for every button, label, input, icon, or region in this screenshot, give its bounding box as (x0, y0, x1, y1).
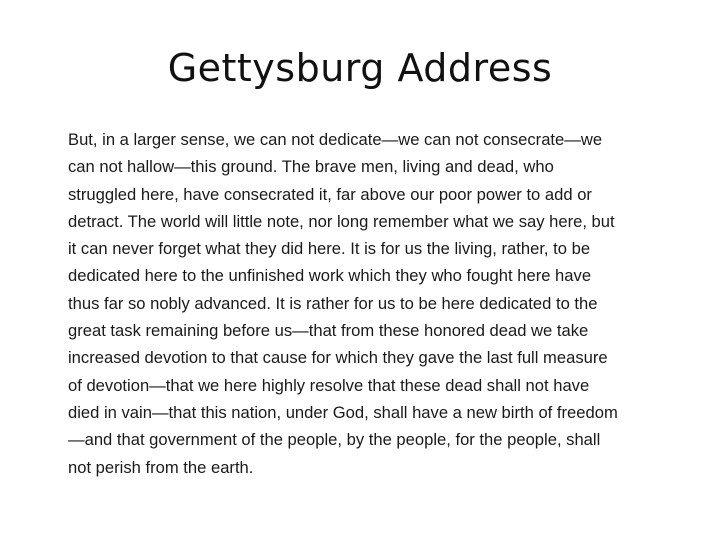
paragraph-line: —and that government of the people, by the people, for the people, shall (68, 430, 601, 450)
paragraph-line: not perish from the earth. (68, 457, 254, 477)
paragraph-line: detract. The world will little note, nor long remember what we say here, but (68, 211, 615, 231)
paragraph-line: thus far so nobly advanced. It is rather for us to be here dedicated to the (68, 293, 598, 313)
paragraph-line: great task remaining before us—that from these honored dead we take (68, 321, 589, 341)
paragraph-line: it can never forget what they did here. It is for us the living, rather, to be (68, 239, 591, 259)
paragraph-line: can not hallow—this ground. The brave men, living and dead, who (68, 157, 554, 177)
paragraph-line: died in vain—that this nation, under God, shall have a new birth of freedom (68, 402, 618, 422)
slide-title: Gettysburg Address (167, 46, 553, 90)
paragraph-line: But, in a larger sense, we can not dedicate—we can not consecrate—we (68, 130, 603, 149)
paragraph-line: increased devotion to that cause for which they gave the last full measure (68, 348, 608, 368)
speech-paragraph (68, 126, 658, 481)
paragraph-line: of devotion—that we here highly resolve that these dead shall not have (68, 375, 590, 395)
paragraph-line: struggled here, have consecrated it, far above our poor power to add or (68, 184, 592, 204)
paragraph-line: dedicated here to the unfinished work which they who fought here have (68, 266, 592, 286)
